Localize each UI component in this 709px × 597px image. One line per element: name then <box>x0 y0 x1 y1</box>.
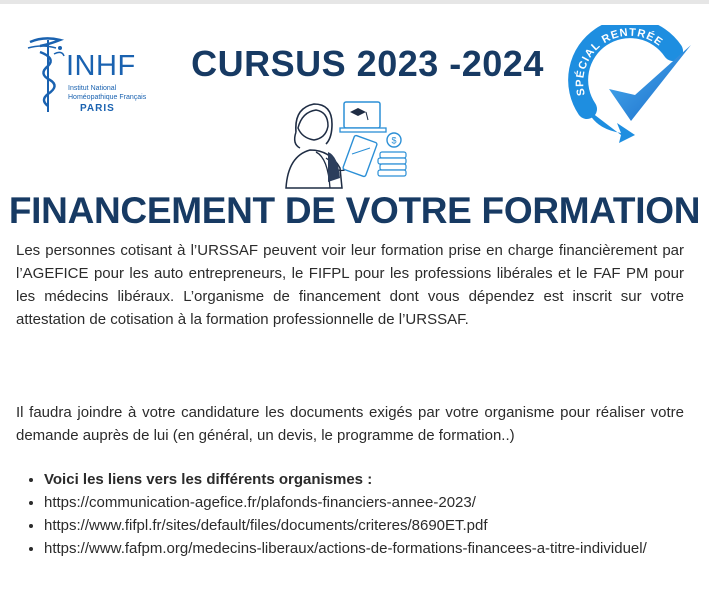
links-heading: • Voici les liens vers les différents organismes : <box>44 468 709 491</box>
inhf-logo <box>26 34 176 114</box>
logo-subtitle <box>68 84 146 102</box>
top-border <box>0 0 709 4</box>
special-rentree-badge-icon <box>565 25 695 145</box>
logo-subtitle-line2: Homéopathique Français <box>68 94 147 101</box>
page-title: FINANCEMENT DE VOTRE FORMATION <box>8 190 701 231</box>
logo-subtitle-line1: Institut National <box>68 85 117 92</box>
logo-city: PARIS <box>80 103 115 114</box>
badge-text: SPÉCIAL RENTRÉE <box>574 26 666 97</box>
link-fifpl[interactable]: • https://www.fifpl.fr/sites/default/files/documents/criteres/8690ET.pdf <box>44 514 709 537</box>
caduceus-icon <box>26 34 70 114</box>
organisms-links-list <box>16 468 709 560</box>
intro-paragraph: Les personnes cotisant à l’URSSAF peuvent voir leur formation prise en charge financièrement par l’AGEFICE pour les auto entrepreneurs, le FIFPL pour les professions libérales et le FAF PM pour les médecins libéraux. L’organisme de financement dont vous dépendez est inscrit sur votre attestation de cotisation à la formation professionnelle de l’URSSAF. <box>16 242 684 328</box>
logo-name: INHF <box>66 50 136 82</box>
student-illustration <box>282 98 410 190</box>
link-fafpm[interactable]: • https://www.fafpm.org/medecins-liberaux/actions-de-formations-financees-a-titre-individuel/ <box>44 537 709 560</box>
link-agefice[interactable]: • https://communication-agefice.fr/plafonds-financiers-annee-2023/ <box>44 491 709 514</box>
svg-text:$: $ <box>391 135 397 146</box>
cursus-title: CURSUS 2023 -2024 <box>191 43 544 84</box>
documents-paragraph: Il faudra joindre à votre candidature les documents exigés par votre organisme pour réaliser votre demande auprès de lui (en général, un devis, le programme de formation..) <box>16 404 684 444</box>
